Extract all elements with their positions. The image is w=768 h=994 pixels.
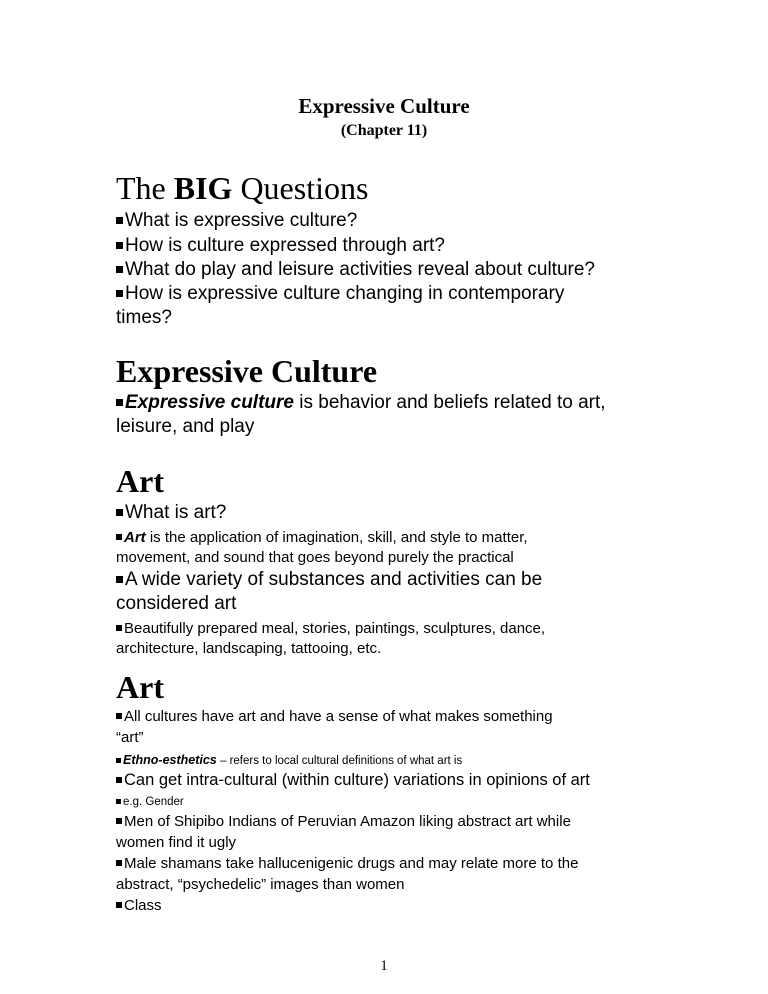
page-number: 1 <box>380 958 388 974</box>
big-questions-heading: The BIG Questions <box>116 170 369 206</box>
art-heading-2: Art <box>116 669 164 705</box>
list-item-continuation: women find it ugly <box>116 834 237 851</box>
list-item: What is art? <box>116 502 226 524</box>
list-item: Class <box>116 897 162 914</box>
list-item: A wide variety of substances and activities can be <box>116 569 542 591</box>
list-item-continuation: “art” <box>116 729 144 746</box>
list-item-continuation: abstract, “psychedelic” images than women <box>116 876 405 893</box>
list-item: Beautifully prepared meal, stories, paintings, sculptures, dance, <box>116 620 545 637</box>
list-item: What is expressive culture? <box>116 210 357 232</box>
list-item: Men of Shipibo Indians of Peruvian Amazon liking abstract art while <box>116 813 571 830</box>
list-item: How is expressive culture changing in contemporary <box>116 283 564 305</box>
list-item: What do play and leisure activities reveal about culture? <box>116 259 595 281</box>
definition-continuation: leisure, and play <box>116 416 255 437</box>
document-title: Expressive Culture <box>298 94 470 118</box>
art-heading: Art <box>116 463 164 499</box>
definition-continuation: movement, and sound that goes beyond purely the practical <box>116 549 514 566</box>
definition-item: Expressive culture is behavior and beliefs related to art, <box>116 392 606 414</box>
definition-item: Art is the application of imagination, skill, and style to matter, <box>116 529 528 546</box>
list-item-continuation: considered art <box>116 593 237 614</box>
list-item: Can get intra-cultural (within culture) variations in opinions of art <box>116 771 590 790</box>
list-item: e.g. Gender <box>116 796 184 808</box>
document-subtitle: (Chapter 11) <box>340 122 428 139</box>
list-item: How is culture expressed through art? <box>116 235 445 257</box>
definition-item: Ethno-esthetics – refers to local cultural definitions of what art is <box>116 753 462 767</box>
list-item: Male shamans take hallucenigenic drugs and may relate more to the <box>116 855 578 872</box>
list-item: All cultures have art and have a sense of what makes something <box>116 708 553 725</box>
list-item-continuation: times? <box>116 307 172 328</box>
expressive-culture-heading: Expressive Culture <box>116 353 378 389</box>
list-item-continuation: architecture, landscaping, tattooing, etc. <box>116 640 382 657</box>
